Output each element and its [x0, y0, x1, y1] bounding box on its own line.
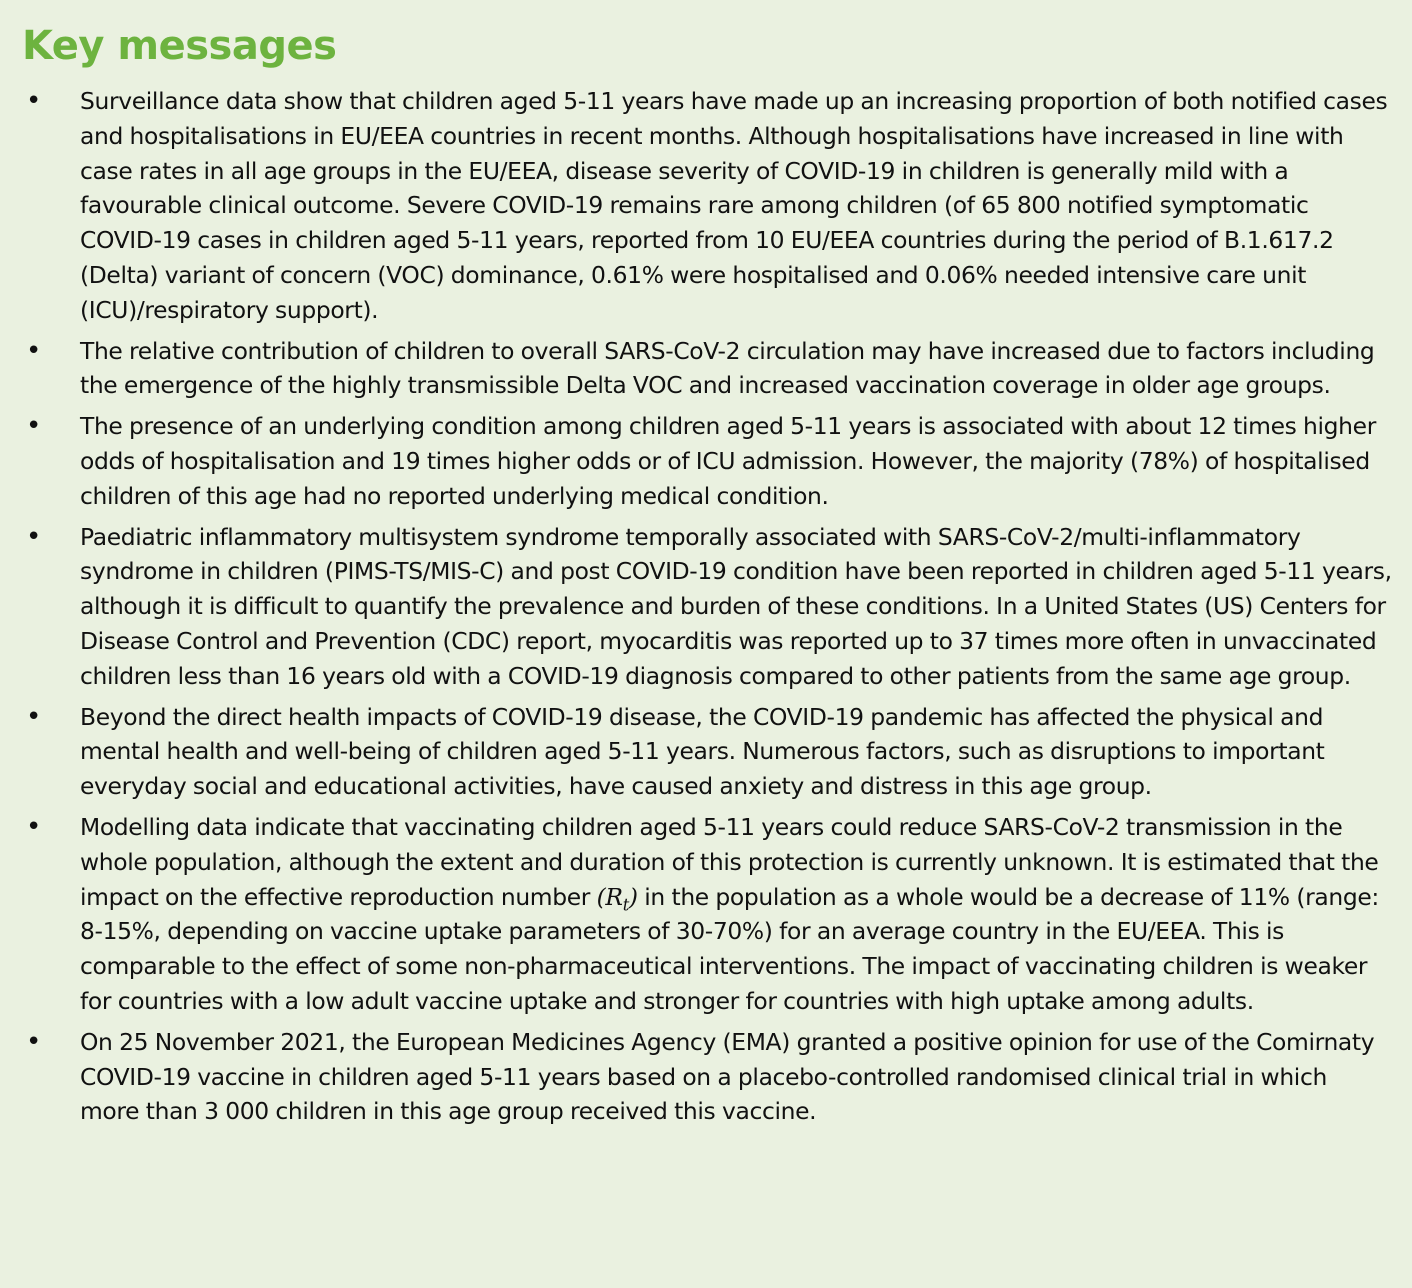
list-item — [22, 334, 1392, 404]
list-item-text: Beyond the direct health impacts of COVID-19 disease, the COVID-19 pandemic has affected the physical and mental health and well-being of children aged 5-11 years. Numerous factors, such as disruptions to important everyday social and educational activities, have caused anxiety and distress in this age group. — [80, 702, 1325, 801]
bullet-icon: • — [26, 411, 41, 442]
bullet-icon: • — [26, 335, 41, 366]
list-item — [22, 1025, 1392, 1129]
formula-close-paren: ) — [628, 882, 638, 911]
formula-open-paren: ( — [596, 882, 606, 911]
list-item — [22, 520, 1392, 694]
list-item — [22, 810, 1392, 1019]
list-item-text: The relative contribution of children to overall SARS-CoV-2 circulation may have increased due to factors including the emergence of the highly transmissible Delta VOC and increased vaccination coverage in older age groups. — [80, 336, 1375, 400]
list-item — [22, 700, 1392, 804]
list-item-text: On 25 November 2021, the European Medicines Agency (EMA) granted a positive opinion for use of the Comirnaty COVID-19 vaccine in children aged 5-11 years based on a placebo-controlled randomised clinical trial in which more than 3 000 children in this age group received this vaccine. — [80, 1027, 1375, 1126]
list-item-text: The presence of an underlying condition among children aged 5-11 years is associated with about 12 times higher odds of hospitalisation and 19 times higher odds or of ICU admission. However, the majority (78%) of hospitalised children of this age had no reported underlying medical condition. — [80, 412, 1376, 510]
reproduction-number-formula — [596, 882, 638, 915]
bullet-icon: • — [26, 701, 41, 732]
bullet-icon: • — [26, 1026, 41, 1057]
list-item — [22, 409, 1392, 513]
bullet-icon: • — [26, 811, 41, 842]
list-item-text: Surveillance data show that children aged 5-11 years have made up an increasing proportion of both notified cases and hospitalisations in EU/EEA countries in recent months. Although hospitalisations have increased in line with case rates in all age groups in the EU/EEA, disease severity of COVID-19 in children is generally mild with a favourable clinical outcome. Severe COVID-19 remains rare among children (of 65 800 notified symptomatic COVID-19 cases in children aged 5-11 years, reported from 10 EU/EEA countries during the period of B.1.617.2 (Delta) variant of concern (VOC) dominance, 0.61% were hospitalised and 0.06% needed intensive care unit (ICU)/respiratory support). — [80, 87, 1388, 324]
text-before-formula: Modelling data indicate that vaccinating children aged 5-11 years could reduce SARS-CoV-2 transmission in the whole population, although the extent and duration of this protection is currently unknown. It is estimated that the impact on the effective reproduction number — [80, 812, 1379, 911]
formula-symbol: R — [605, 882, 623, 911]
bullet-icon: • — [26, 86, 41, 116]
key-messages-list — [22, 84, 1392, 1129]
bullet-icon: • — [26, 521, 41, 552]
list-item-text: Paediatric inflammatory multisystem syndrome temporally associated with SARS-CoV-2/multi-inflammatory syndrome in children (PIMS-TS/MIS-C) and post COVID-19 condition have been reported in children aged 5-11 years, although it is difficult to quantify the prevalence and burden of these conditions. In a United States (US) Centers for Disease Control and Prevention (CDC) report, myocarditis was reported up to 37 times more often in unvaccinated children less than 16 years old with a COVID-19 diagnosis compared to other patients from the same age group. — [80, 522, 1392, 690]
section-title: Key messages — [22, 23, 337, 69]
list-item — [22, 84, 1392, 328]
text-after-formula: in the population as a whole would be a decrease of 11% (range: 8-15%, depending on vaccine uptake parameters of 30-70%) for an average country in the EU/EEA. This is comparable to the effect of some non-pharmaceutical interventions. The impact of vaccinating children is weaker for countries with a low adult vaccine uptake and stronger for countries with high uptake among adults. — [80, 882, 1379, 1015]
formula-subscript: t — [622, 895, 629, 915]
list-item-text — [80, 813, 1379, 1015]
